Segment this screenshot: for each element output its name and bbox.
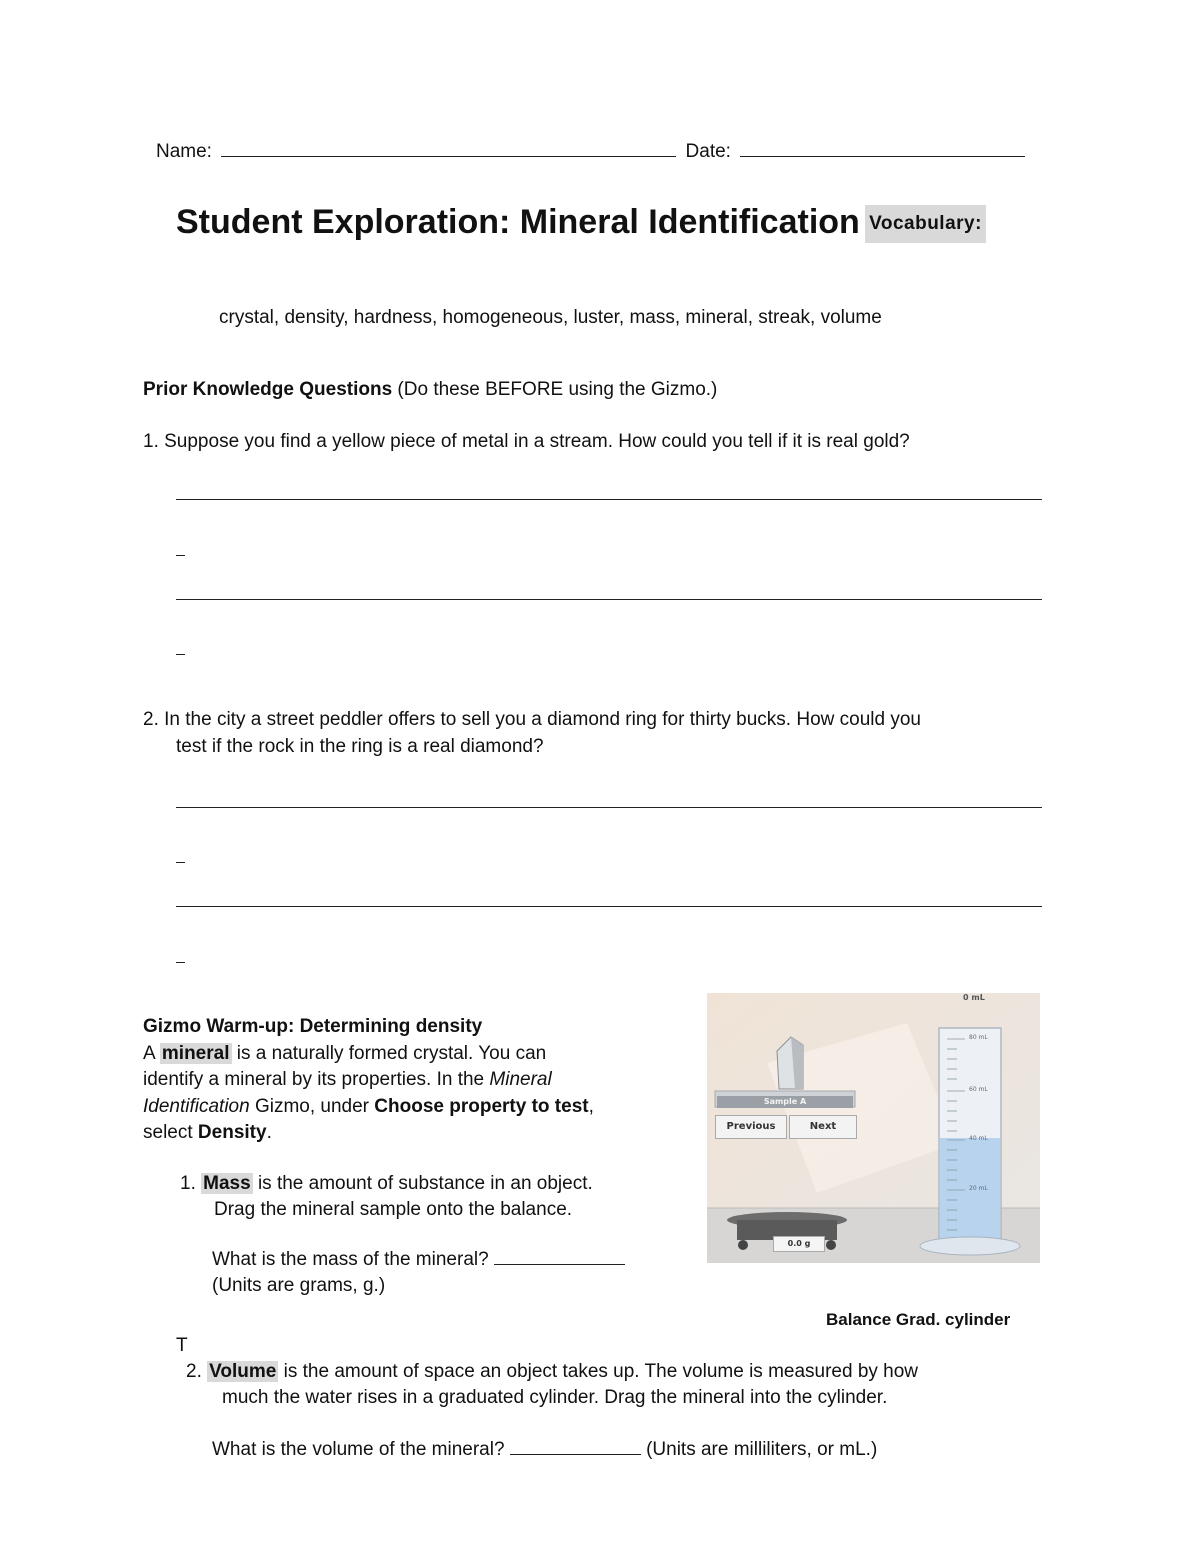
- warmup-intro: [143, 1014, 594, 1147]
- answer-line-1a[interactable]: [176, 499, 1042, 500]
- intro-f: select: [143, 1122, 198, 1143]
- item-2-line2: much the water rises in a graduated cylinder. Drag the mineral into the cylinder.: [222, 1387, 888, 1408]
- intro-c: identify a mineral by its properties. In the: [143, 1069, 490, 1090]
- answer-line-2a-cont: [176, 862, 185, 863]
- answer-line-2b[interactable]: [176, 906, 1042, 907]
- term-mass: Mass: [203, 1173, 251, 1194]
- previous-button[interactable]: Previous: [715, 1115, 787, 1139]
- mass-answer-blank[interactable]: [494, 1264, 625, 1265]
- item-1-question: [212, 1249, 625, 1271]
- term-mineral: mineral: [161, 1042, 230, 1064]
- prior-knowledge-heading: [143, 379, 717, 401]
- name-field: [156, 141, 1025, 163]
- next-button[interactable]: Next: [789, 1115, 857, 1139]
- date-label: Date:: [685, 141, 731, 162]
- item-1-units: (Units are grams, g.): [212, 1275, 386, 1296]
- gizmo-screenshot: [707, 993, 1040, 1263]
- stray-letter: T: [176, 1335, 188, 1356]
- question-2-line2: test if the rock in the ring is a real diamond?: [176, 736, 544, 757]
- figure-caption: Balance Grad. cylinder: [826, 1310, 1011, 1329]
- intro-italic-identification: Identification: [143, 1095, 250, 1117]
- warmup-heading: Gizmo Warm-up: Determining density: [143, 1016, 483, 1037]
- intro-density: Density: [197, 1122, 267, 1143]
- intro-b: is a naturally formed crystal. You can: [231, 1042, 547, 1064]
- tick-label-20: 20 mL: [969, 1185, 988, 1192]
- item-2-question: [212, 1439, 877, 1461]
- intro-a: A: [143, 1042, 160, 1064]
- item-1-line2: Drag the mineral sample onto the balance.: [214, 1199, 573, 1220]
- intro-d: Gizmo, under: [249, 1095, 375, 1117]
- mass-question-text: What is the mass of the mineral?: [212, 1249, 489, 1270]
- date-blank[interactable]: [740, 156, 1025, 157]
- tick-label-60: 60 mL: [969, 1086, 988, 1093]
- prior-heading-text: Prior Knowledge Questions: [143, 379, 393, 400]
- item-1-text: is the amount of substance in an object.: [252, 1173, 593, 1194]
- prior-note: (Do these BEFORE using the Gizmo.): [392, 379, 718, 400]
- volume-answer-blank[interactable]: [510, 1454, 641, 1455]
- intro-choose-property: Choose property to test: [374, 1095, 589, 1117]
- intro-italic-mineral: Mineral: [489, 1069, 552, 1090]
- item-1-line1: [180, 1173, 593, 1195]
- answer-line-1a-cont: [176, 555, 185, 556]
- title-row: [176, 203, 986, 247]
- item-1-number: 1.: [180, 1173, 196, 1194]
- tick-label-40: 40 mL: [969, 1135, 988, 1142]
- page-title: Student Exploration: Mineral Identification: [176, 203, 860, 241]
- balance-readout: 0.0 g: [773, 1236, 825, 1252]
- name-blank[interactable]: [221, 156, 676, 157]
- vocabulary-words: crystal, density, hardness, homogeneous, luster, mass, mineral, streak, volume: [219, 307, 882, 328]
- cylinder-top-label: 0 mL: [963, 993, 985, 1002]
- item-2-text: is the amount of space an object takes up. The volume is measured by how: [278, 1361, 919, 1382]
- intro-g: .: [266, 1122, 272, 1143]
- question-1: 1. Suppose you find a yellow piece of metal in a stream. How could you tell if it is real gold?: [143, 431, 910, 452]
- answer-line-2b-cont: [176, 962, 185, 963]
- answer-line-1b-cont: [176, 654, 185, 655]
- item-2-line1: [186, 1361, 918, 1383]
- term-volume: Volume: [209, 1361, 277, 1382]
- volume-question-text: What is the volume of the mineral?: [212, 1439, 505, 1460]
- intro-e: ,: [588, 1095, 594, 1117]
- answer-line-2a[interactable]: [176, 807, 1042, 808]
- volume-units: (Units are milliliters, or mL.): [640, 1439, 878, 1460]
- answer-line-1b[interactable]: [176, 599, 1042, 600]
- question-2-line1: 2. In the city a street peddler offers to sell you a diamond ring for thirty bucks. How could you: [143, 709, 921, 730]
- tick-label-80: 80 mL: [969, 1034, 988, 1041]
- item-2-number: 2.: [186, 1361, 202, 1382]
- name-label: Name:: [156, 141, 212, 162]
- vocabulary-label: Vocabulary:: [865, 205, 986, 243]
- sample-label: Sample A: [717, 1096, 853, 1108]
